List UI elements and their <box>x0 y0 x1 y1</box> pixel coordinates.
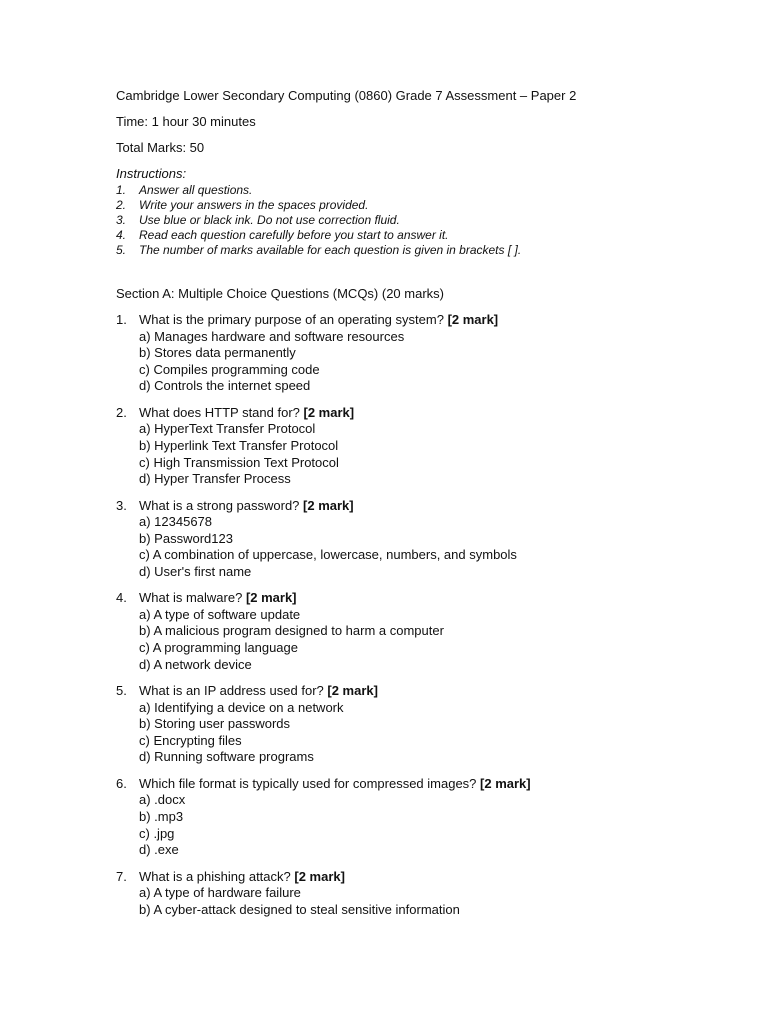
answer-option: d) A network device <box>139 656 252 672</box>
instruction-number: 1. <box>116 183 127 197</box>
answer-option: d) User's first name <box>139 563 252 579</box>
question-item <box>116 590 736 673</box>
instruction-item <box>116 198 521 213</box>
answer-option: d) Running software programs <box>139 749 314 765</box>
question-item <box>116 405 736 488</box>
instruction-number: 5. <box>116 243 127 257</box>
question-marks: [2 mark] <box>303 497 354 513</box>
time-allowed: Time: 1 hour 30 minutes <box>116 114 256 129</box>
answer-option: b) A cyber-attack designed to steal sensitive information <box>139 901 460 917</box>
answer-option: c) A combination of uppercase, lowercase, numbers, and symbols <box>139 547 517 563</box>
question-stem <box>116 869 736 886</box>
question-item <box>116 312 736 395</box>
answer-option: d) .exe <box>139 842 179 858</box>
answer-option: a) 12345678 <box>139 514 213 530</box>
instructions-list <box>116 183 521 258</box>
answer-option: b) Hyperlink Text Transfer Protocol <box>139 437 339 453</box>
question-number: 4. <box>116 590 127 606</box>
question-stem <box>116 405 736 422</box>
question-text: What is malware? <box>139 590 243 606</box>
question-marks: [2 mark] <box>245 590 297 606</box>
answer-option: c) High Transmission Text Protocol <box>139 454 339 470</box>
answer-option: c) A programming language <box>139 640 298 656</box>
question-text: What is an IP address used for? <box>139 683 324 699</box>
question-text: What is a phishing attack? <box>139 868 291 884</box>
answer-option: d) Controls the internet speed <box>139 378 311 394</box>
answer-option: d) Hyper Transfer Process <box>139 471 291 487</box>
answer-option: b) Stores data permanently <box>139 345 296 361</box>
instruction-text: Write your answers in the spaces provided. <box>139 198 369 212</box>
instruction-number: 4. <box>116 228 127 242</box>
answer-option: a) Manages hardware and software resources <box>139 328 405 344</box>
question-number: 2. <box>116 404 127 420</box>
paper-title: Cambridge Lower Secondary Computing (0860) Grade 7 Assessment – Paper 2 <box>116 88 577 103</box>
instruction-text: The number of marks available for each question is given in brackets [ ]. <box>139 243 522 257</box>
instruction-item <box>116 243 521 258</box>
answer-option: c) .jpg <box>139 825 175 841</box>
question-text: What is a strong password? <box>139 497 300 513</box>
answer-option: a) .docx <box>139 792 186 808</box>
answer-option: b) Storing user passwords <box>139 716 291 732</box>
section-a-title: Section A: Multiple Choice Questions (MCQs) (20 marks) <box>116 286 444 301</box>
answer-option: a) HyperText Transfer Protocol <box>139 421 316 437</box>
question-stem <box>116 590 736 607</box>
question-item <box>116 498 736 581</box>
question-stem <box>116 498 736 515</box>
question-number: 3. <box>116 497 127 513</box>
question-stem <box>116 776 736 793</box>
instruction-number: 3. <box>116 213 127 227</box>
answer-option: a) Identifying a device on a network <box>139 699 344 715</box>
question-list <box>116 312 736 928</box>
answer-option: c) Compiles programming code <box>139 361 320 377</box>
answer-option: a) A type of software update <box>139 606 301 622</box>
question-marks: [2 mark] <box>303 404 355 420</box>
question-item <box>116 869 736 919</box>
question-text: What is the primary purpose of an operating system? <box>139 312 444 327</box>
question-marks: [2 mark] <box>480 775 531 791</box>
question-stem <box>116 312 736 329</box>
question-number: 5. <box>116 683 127 699</box>
question-text: What does HTTP stand for? <box>139 404 300 420</box>
question-marks: [2 mark] <box>294 868 345 884</box>
answer-option: b) Password123 <box>139 530 233 546</box>
question-number: 7. <box>116 868 127 884</box>
instruction-item <box>116 228 521 243</box>
question-item <box>116 776 736 859</box>
question-stem <box>116 683 736 700</box>
answer-option: b) .mp3 <box>139 809 184 825</box>
total-marks: Total Marks: 50 <box>116 140 205 155</box>
question-item <box>116 683 736 766</box>
answer-option: a) A type of hardware failure <box>139 885 301 901</box>
question-marks: [2 mark] <box>327 683 378 699</box>
instruction-number: 2. <box>116 198 127 212</box>
answer-option: b) A malicious program designed to harm a computer <box>139 623 444 639</box>
instruction-text: Answer all questions. <box>139 183 253 197</box>
instruction-item <box>116 213 521 228</box>
instruction-text: Use blue or black ink. Do not use correction fluid. <box>139 213 400 227</box>
question-marks: [2 mark] <box>447 312 499 327</box>
instruction-text: Read each question carefully before you start to answer it. <box>139 228 449 242</box>
instructions-heading: Instructions: <box>116 166 187 181</box>
instruction-item <box>116 183 521 198</box>
question-number: 6. <box>116 775 127 791</box>
question-number: 1. <box>116 312 127 327</box>
question-text: Which file format is typically used for compressed images? <box>139 775 477 791</box>
answer-option: c) Encrypting files <box>139 732 242 748</box>
